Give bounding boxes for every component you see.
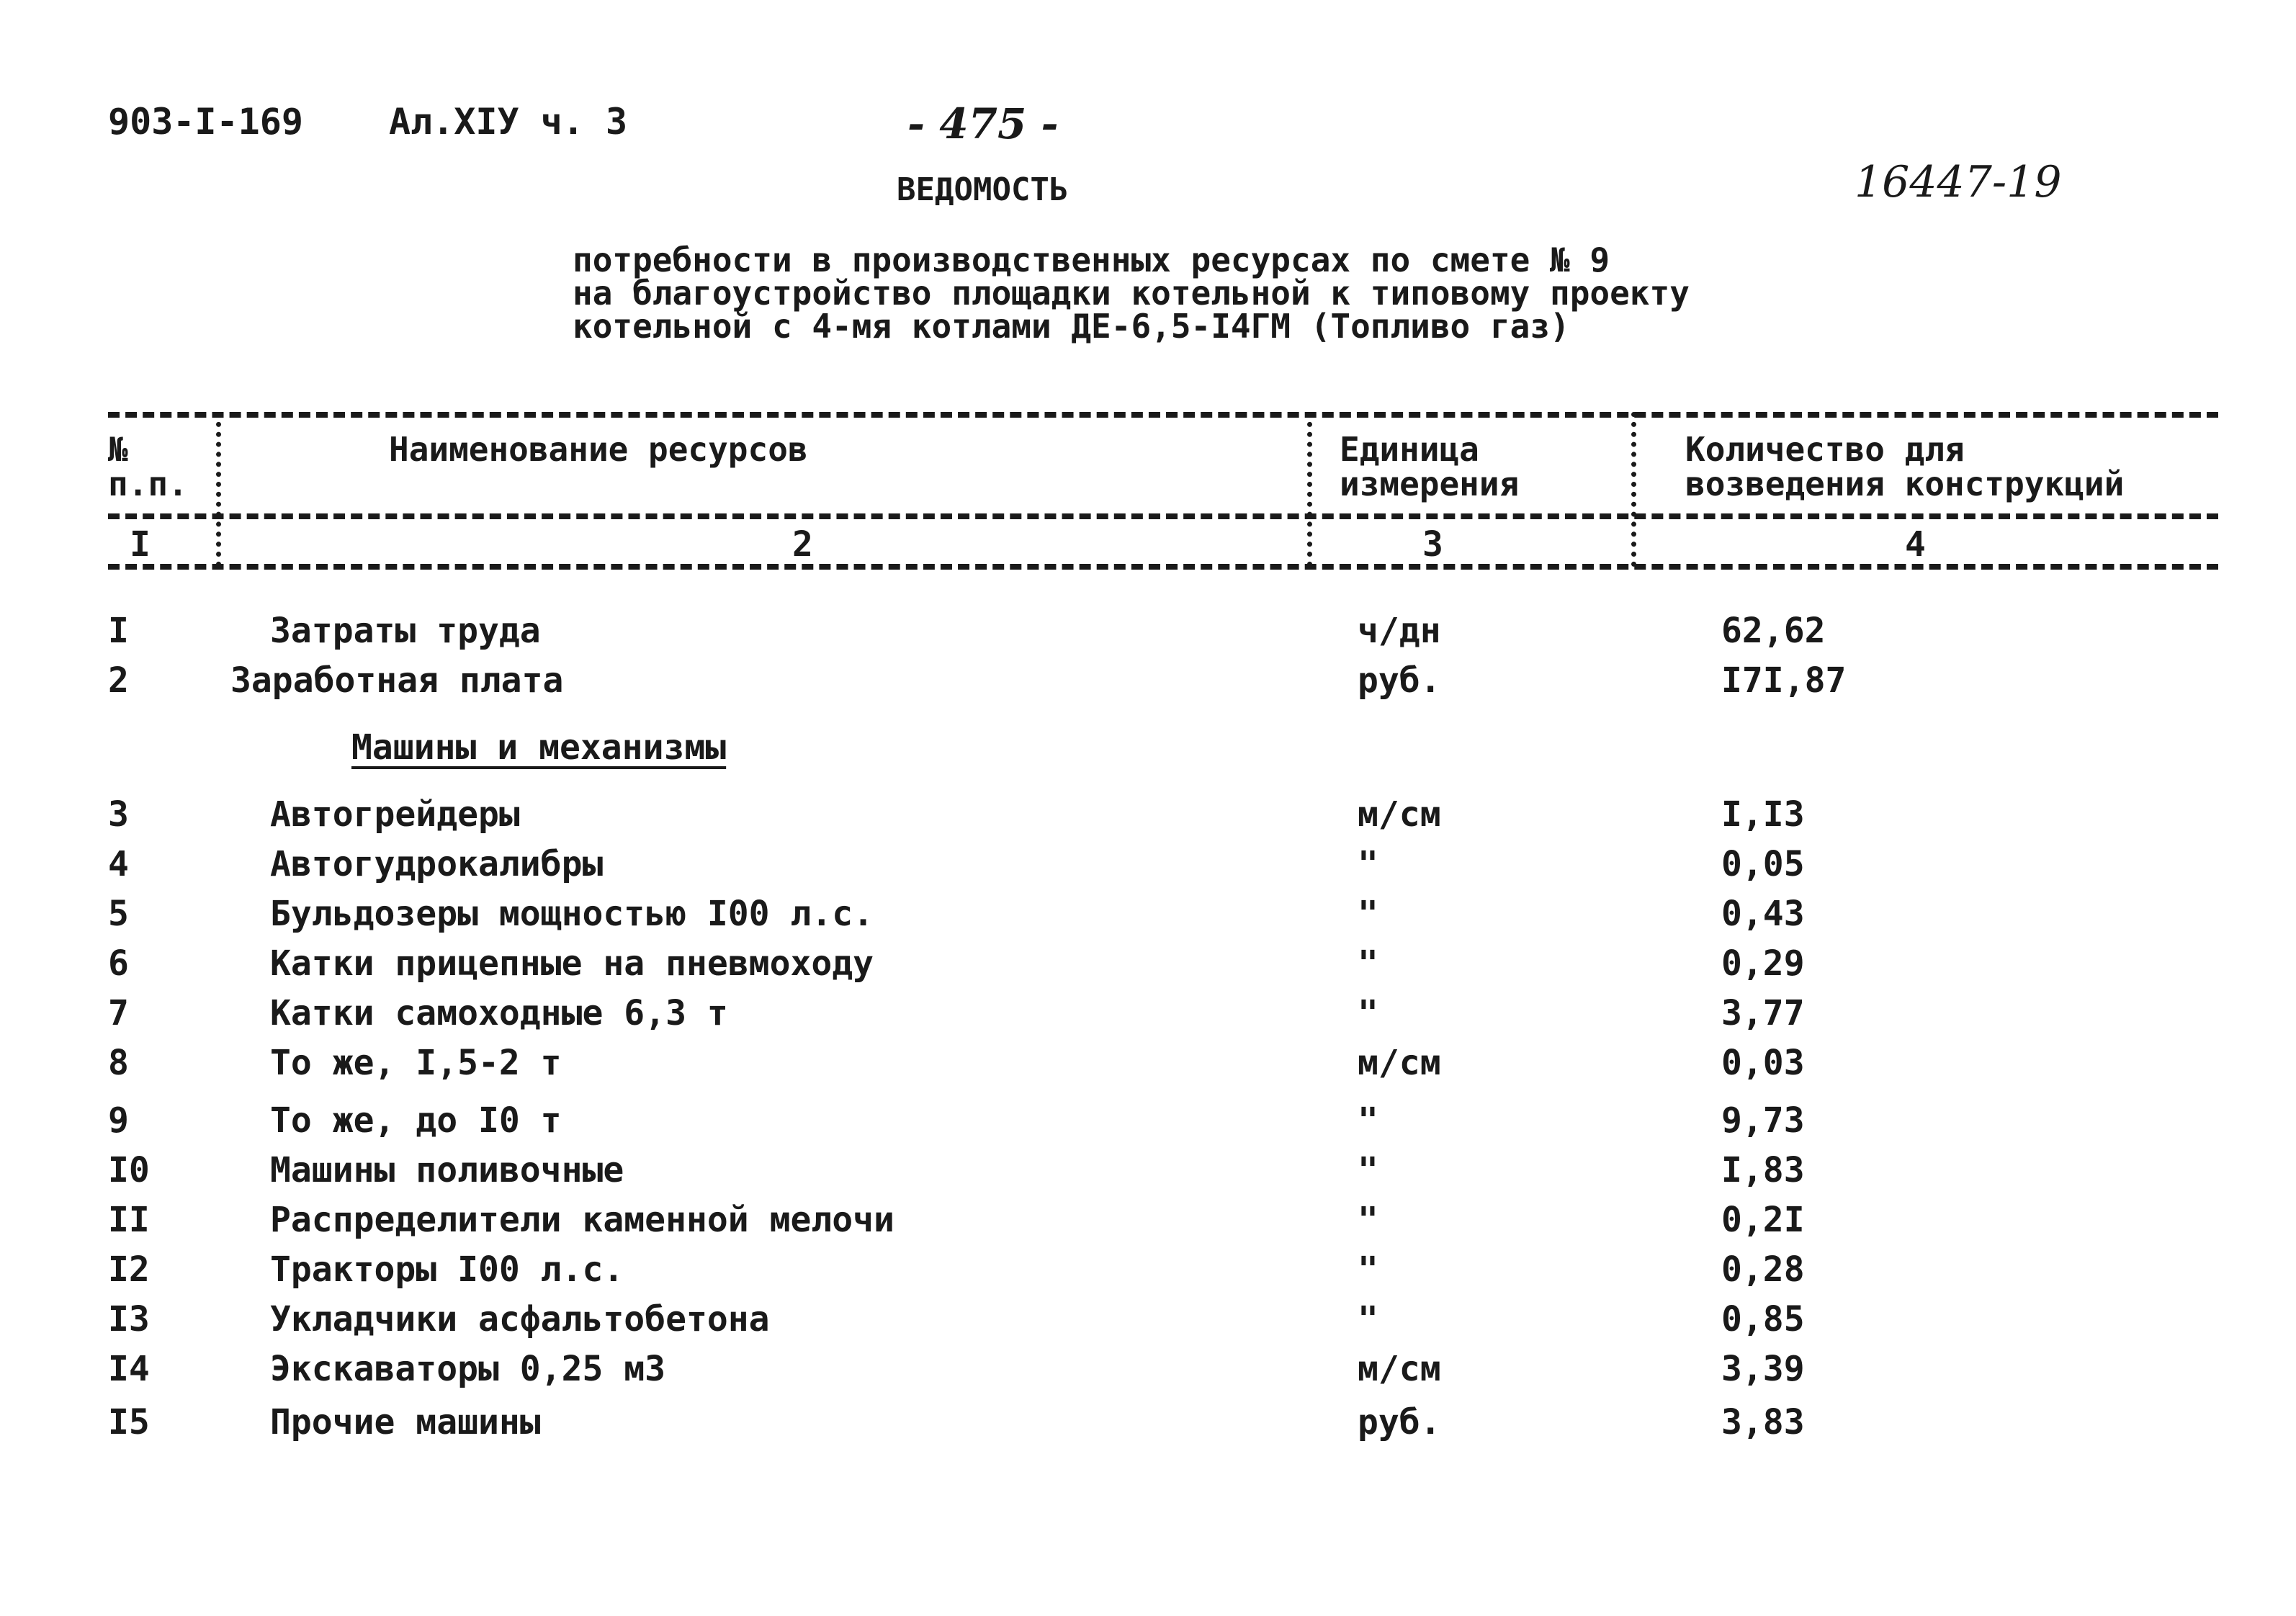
column-number-2: 2	[792, 524, 813, 565]
column-number-1: I	[130, 524, 151, 565]
table-row	[0, 894, 2296, 937]
row-quantity: 0,2I	[1721, 1200, 1805, 1240]
column-header-unit	[1340, 432, 1519, 501]
table-row	[0, 993, 2296, 1036]
table-row	[0, 943, 2296, 987]
row-number: I4	[108, 1349, 150, 1389]
row-name: Заработная плата	[230, 660, 564, 701]
column-header-quantity	[1685, 432, 2124, 501]
row-quantity: 0,05	[1721, 844, 1805, 884]
row-quantity: I,I3	[1721, 794, 1805, 835]
row-number: 8	[108, 1043, 129, 1083]
row-unit: "	[1358, 1100, 1378, 1141]
row-quantity: 0,28	[1721, 1249, 1805, 1290]
row-quantity: I,83	[1721, 1150, 1805, 1190]
table-row	[0, 1150, 2296, 1193]
row-quantity: 0,29	[1721, 943, 1805, 984]
row-number: I5	[108, 1402, 150, 1442]
table-row	[0, 1299, 2296, 1342]
row-quantity: 0,03	[1721, 1043, 1805, 1083]
row-number: 3	[108, 794, 129, 835]
row-unit: "	[1358, 1200, 1378, 1240]
table-row	[0, 611, 2296, 654]
table-row	[0, 794, 2296, 838]
row-unit: "	[1358, 844, 1378, 884]
row-name: Распределители каменной мелочи	[270, 1200, 894, 1240]
table-row	[0, 1043, 2296, 1086]
row-number: 4	[108, 844, 129, 884]
column-separator	[1307, 412, 1312, 567]
table-top-rule	[108, 412, 2218, 418]
row-name: Бульдозеры мощностью I00 л.с.	[270, 894, 874, 934]
table-colnum-rule	[108, 564, 2218, 570]
table-header-rule	[108, 513, 2218, 519]
row-number: 2	[108, 660, 129, 701]
row-quantity: 3,83	[1721, 1402, 1805, 1442]
subtitle-line: на благоустройство площадки котельной к типовому проекту	[573, 274, 1690, 313]
album-reference: Ал.XIУ ч. 3	[389, 101, 628, 143]
row-unit: м/см	[1358, 1043, 1441, 1083]
row-name: Укладчики асфальтобетона	[270, 1299, 770, 1339]
section-title: Машины и механизмы	[351, 727, 727, 768]
row-number: I	[108, 611, 129, 651]
row-name: Экскаваторы 0,25 м3	[270, 1349, 666, 1389]
header-line: Единица измерения	[1340, 430, 1520, 503]
row-unit: ч/дн	[1358, 611, 1441, 651]
row-name: Автогрейдеры	[270, 794, 520, 835]
row-unit: м/см	[1358, 794, 1441, 835]
row-number: I2	[108, 1249, 150, 1290]
row-name: Машины поливочные	[270, 1150, 624, 1190]
row-unit: "	[1358, 993, 1378, 1033]
table-row	[0, 1349, 2296, 1392]
row-unit: руб.	[1358, 660, 1441, 701]
row-name: Катки самоходные 6,3 т	[270, 993, 728, 1033]
row-name: То же, I,5-2 т	[270, 1043, 562, 1083]
row-number: II	[108, 1200, 150, 1240]
table-row	[0, 844, 2296, 887]
column-number-3: 3	[1422, 524, 1443, 565]
subtitle-line: потребности в производственных ресурсах по смете № 9	[573, 241, 1610, 279]
header-line: Наименование ресурсов	[389, 430, 808, 469]
row-unit: "	[1358, 1249, 1378, 1290]
document-subtitle	[573, 241, 1690, 346]
row-quantity: 62,62	[1721, 611, 1826, 651]
header-line: Количество для возведения конструкций	[1685, 430, 2125, 503]
column-header-name	[389, 432, 808, 467]
row-quantity: 3,77	[1721, 993, 1805, 1033]
row-name: Прочие машины	[270, 1402, 541, 1442]
header-line: № п.п.	[108, 430, 188, 503]
row-number: 6	[108, 943, 129, 984]
document-title: ВЕДОМОСТЬ	[897, 171, 1069, 208]
row-unit: "	[1358, 1150, 1378, 1190]
row-quantity: 0,43	[1721, 894, 1805, 934]
row-name: Автогудрокалибры	[270, 844, 604, 884]
subtitle-line: котельной с 4-мя котлами ДЕ-6,5-I4ГМ (Топливо газ)	[573, 307, 1570, 346]
table-row	[0, 1200, 2296, 1243]
row-name: То же, до I0 т	[270, 1100, 562, 1141]
column-header-number	[108, 432, 188, 501]
row-name: Катки прицепные на пневмоходу	[270, 943, 874, 984]
row-quantity: 3,39	[1721, 1349, 1805, 1389]
row-name: Тракторы I00 л.с.	[270, 1249, 624, 1290]
column-number-4: 4	[1905, 524, 1926, 565]
page-number: - 475 -	[907, 99, 1059, 148]
row-number: 9	[108, 1100, 129, 1141]
column-separator	[216, 412, 221, 567]
row-unit: "	[1358, 894, 1378, 934]
row-number: I0	[108, 1150, 150, 1190]
column-separator	[1631, 412, 1636, 567]
row-unit: м/см	[1358, 1349, 1441, 1389]
row-quantity: I7I,87	[1721, 660, 1847, 701]
table-row	[0, 660, 2296, 704]
row-number: 7	[108, 993, 129, 1033]
table-row	[0, 1100, 2296, 1144]
row-number: I3	[108, 1299, 150, 1339]
row-name: Затраты труда	[270, 611, 541, 651]
document-code: 903-I-169	[108, 101, 303, 143]
row-unit: "	[1358, 943, 1378, 984]
row-quantity: 0,85	[1721, 1299, 1805, 1339]
row-unit: руб.	[1358, 1402, 1441, 1442]
inventory-number: 16447-19	[1855, 157, 2062, 207]
row-quantity: 9,73	[1721, 1100, 1805, 1141]
table-row	[0, 1249, 2296, 1293]
row-number: 5	[108, 894, 129, 934]
row-unit: "	[1358, 1299, 1378, 1339]
table-row	[0, 1402, 2296, 1445]
